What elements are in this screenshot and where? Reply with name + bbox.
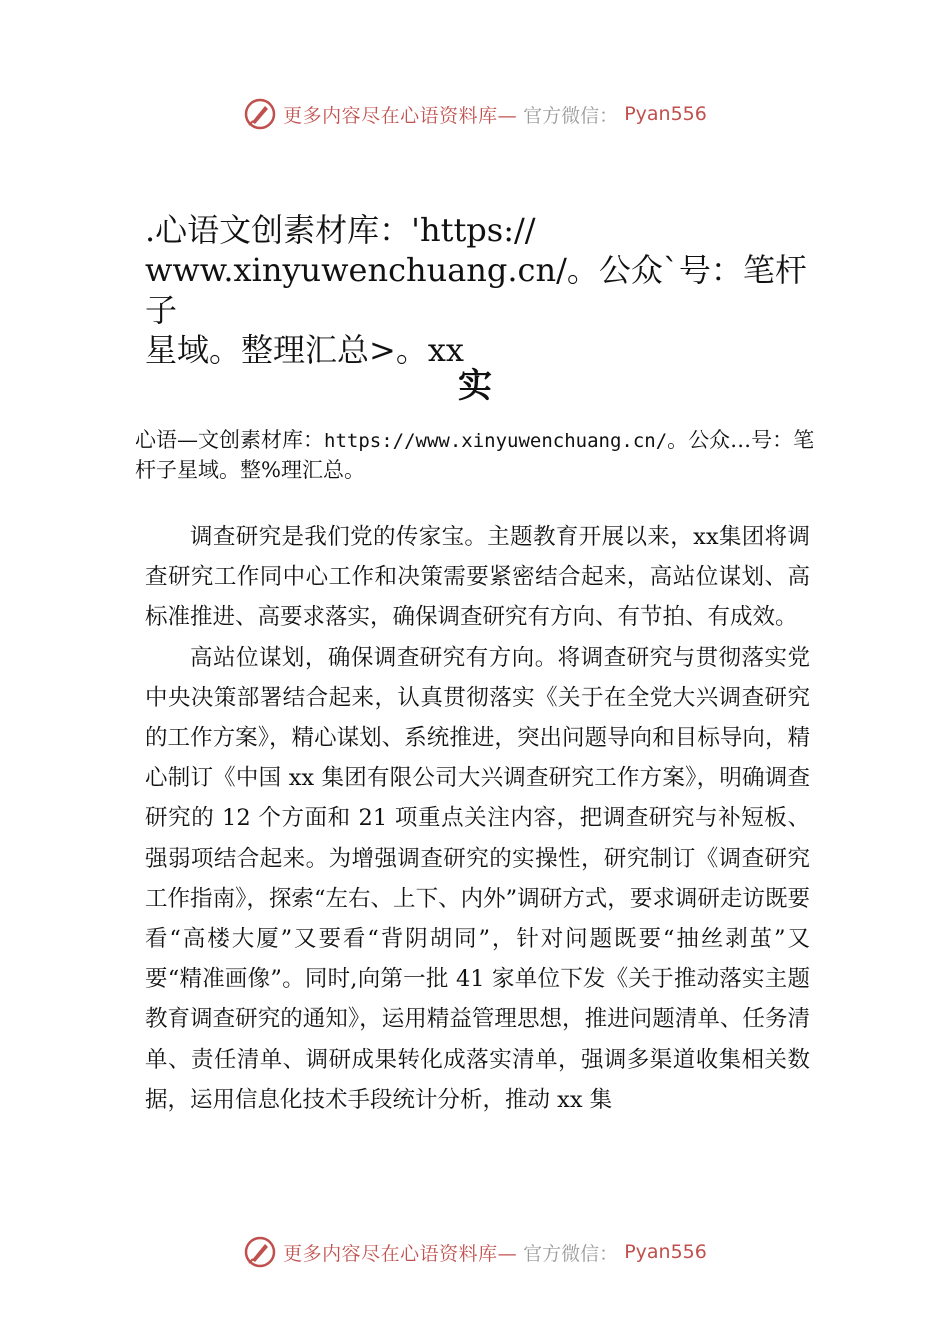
- paragraph: 调查研究是我们党的传家宝。主题教育开展以来，xx集团将调查研究工作同中心工作和决策需要紧密结合起来，高站位谋划、高标准推进、高要求落实，确保调查研究有方向、有节拍、有成效。: [145, 524, 810, 631]
- footer-banner: [0, 1232, 950, 1272]
- paragraph: 高站位谋划，确保调查研究有方向。将调查研究与贯彻落实党中央决策部署结合起来，认真贯彻落实《关于在全党大兴调查研究的工作方案》，精心谋划、系统推进，突出问题导向和目标导向，精心制订《中国 xx 集团有限公司大兴调查研究工作方案》，明确调查研究的 12 个方面和 21 项重点关注内容，把调查研究与补短板、强弱项结合起来。为增强调查研究的实操性，研究制订《调查研究工作指南》，探索“左右、上下、内外”调研方式，要求调研走访既要看“高楼大厦”又要看“背阴胡同”，针对问题既要“抽丝剥茧”又要“精准画像”。同时,向第一批 41 家单位下发《关于推动落实主题教育调查研究的通知》，运用精益管理思想，推进问题清单、任务清单、责任清单、调研成果转化成落实清单，强调多渠道收集相关数据，运用信息化技术手段统计分析，推动 xx 集: [145, 644, 810, 1113]
- title-line: www.xinyuwenchuang.cn/。公众`号：笔杆子: [145, 251, 807, 329]
- wechat-id: Pyan556: [624, 103, 707, 125]
- wechat-label: 官方微信：: [523, 104, 619, 127]
- banner-text: 更多内容尽在心语资料库—: [283, 1242, 518, 1265]
- title-tail: 实: [458, 366, 492, 406]
- header-banner: [0, 94, 950, 134]
- quill-logo-icon: [243, 97, 277, 131]
- banner-text: 更多内容尽在心语资料库—: [283, 104, 518, 127]
- source-line: [135, 426, 835, 485]
- source-url: https://www.xinyuwenchuang.cn/: [324, 430, 668, 452]
- quill-logo-icon: [243, 1235, 277, 1269]
- title-line: 星域。整理汇总>。xx: [145, 331, 464, 369]
- document-body: [145, 517, 810, 1120]
- source-suffix: 。公众…号：笔杆子星域。整%理汇总。: [135, 428, 815, 482]
- source-prefix: 心语—文创素材库：: [135, 428, 324, 452]
- wechat-id: Pyan556: [624, 1241, 707, 1263]
- wechat-label: 官方微信：: [523, 1242, 619, 1265]
- title-line: .心语文创素材库：'https://: [145, 211, 536, 249]
- document-title: [145, 210, 835, 370]
